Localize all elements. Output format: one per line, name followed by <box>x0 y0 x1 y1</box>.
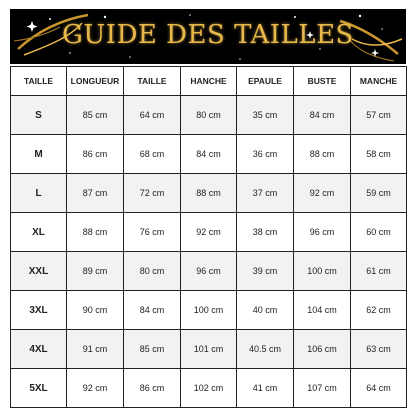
table-cell: 72 cm <box>124 174 181 213</box>
table-cell: 92 cm <box>67 369 124 408</box>
table-cell: 90 cm <box>67 291 124 330</box>
size-cell: 3XL <box>11 291 67 330</box>
table-cell: 60 cm <box>351 213 407 252</box>
table-cell: 61 cm <box>351 252 407 291</box>
table-cell: 35 cm <box>237 96 294 135</box>
table-cell: 92 cm <box>181 213 237 252</box>
column-header: MANCHE <box>351 67 407 96</box>
table-cell: 89 cm <box>67 252 124 291</box>
table-cell: 86 cm <box>124 369 181 408</box>
table-cell: 96 cm <box>181 252 237 291</box>
size-cell: S <box>11 96 67 135</box>
table-cell: 88 cm <box>181 174 237 213</box>
column-header: HANCHE <box>181 67 237 96</box>
table-cell: 36 cm <box>237 135 294 174</box>
size-cell: XXL <box>11 252 67 291</box>
column-header: TAILLE <box>11 67 67 96</box>
table-cell: 85 cm <box>124 330 181 369</box>
table-cell: 91 cm <box>67 330 124 369</box>
table-cell: 101 cm <box>181 330 237 369</box>
table-row <box>11 135 407 174</box>
table-row <box>11 96 407 135</box>
size-cell: M <box>11 135 67 174</box>
table-cell: 107 cm <box>294 369 351 408</box>
column-header: BUSTE <box>294 67 351 96</box>
table-cell: 68 cm <box>124 135 181 174</box>
table-header-row <box>11 67 407 96</box>
table-cell: 57 cm <box>351 96 407 135</box>
table-cell: 38 cm <box>237 213 294 252</box>
table-cell: 41 cm <box>237 369 294 408</box>
table-cell: 104 cm <box>294 291 351 330</box>
table-row <box>11 252 407 291</box>
table-row <box>11 330 407 369</box>
table-cell: 92 cm <box>294 174 351 213</box>
table-cell: 84 cm <box>124 291 181 330</box>
table-cell: 85 cm <box>67 96 124 135</box>
table-cell: 58 cm <box>351 135 407 174</box>
table-cell: 86 cm <box>67 135 124 174</box>
page-title: GUIDE DES TAILLES <box>62 20 354 50</box>
column-header: TAILLE <box>124 67 181 96</box>
table-cell: 39 cm <box>237 252 294 291</box>
table-cell: 80 cm <box>124 252 181 291</box>
table-cell: 106 cm <box>294 330 351 369</box>
size-cell: 5XL <box>11 369 67 408</box>
table-cell: 84 cm <box>294 96 351 135</box>
size-cell: L <box>11 174 67 213</box>
table-row <box>11 369 407 408</box>
size-cell: 4XL <box>11 330 67 369</box>
table-cell: 100 cm <box>294 252 351 291</box>
table-cell: 96 cm <box>294 213 351 252</box>
table-cell: 80 cm <box>181 96 237 135</box>
table-cell: 87 cm <box>67 174 124 213</box>
table-row <box>11 174 407 213</box>
table-cell: 37 cm <box>237 174 294 213</box>
title-banner <box>10 9 406 64</box>
table-cell: 88 cm <box>67 213 124 252</box>
table-cell: 76 cm <box>124 213 181 252</box>
table-row <box>11 213 407 252</box>
table-cell: 40.5 cm <box>237 330 294 369</box>
table-cell: 64 cm <box>351 369 407 408</box>
size-chart-table <box>10 66 407 408</box>
table-cell: 64 cm <box>124 96 181 135</box>
table-cell: 59 cm <box>351 174 407 213</box>
table-cell: 88 cm <box>294 135 351 174</box>
table-cell: 102 cm <box>181 369 237 408</box>
table-cell: 84 cm <box>181 135 237 174</box>
table-row <box>11 291 407 330</box>
size-cell: XL <box>11 213 67 252</box>
column-header: LONGUEUR <box>67 67 124 96</box>
column-header: EPAULE <box>237 67 294 96</box>
table-cell: 62 cm <box>351 291 407 330</box>
table-cell: 100 cm <box>181 291 237 330</box>
table-cell: 40 cm <box>237 291 294 330</box>
table-cell: 63 cm <box>351 330 407 369</box>
